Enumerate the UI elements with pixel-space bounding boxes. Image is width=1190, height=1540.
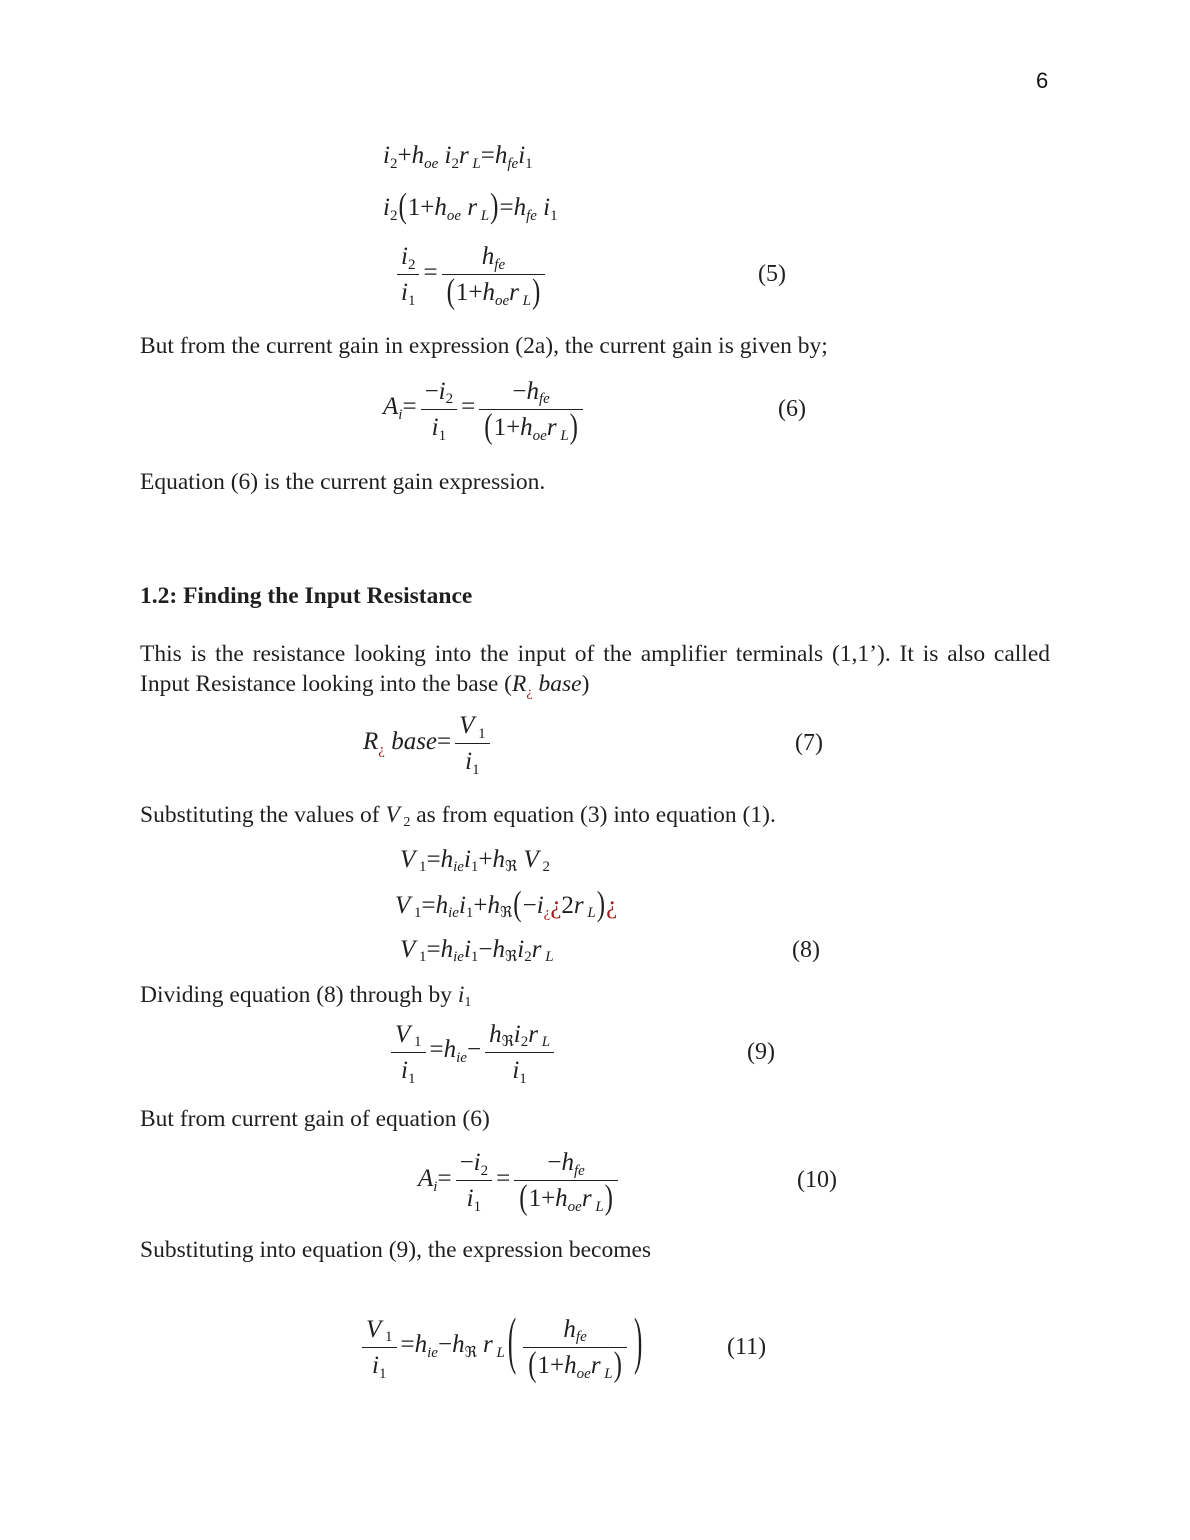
equation-5-line-2 (140, 187, 1050, 226)
equation-8-number: (8) (792, 936, 820, 963)
equation-5-number: (5) (758, 261, 786, 288)
equation-10-math: $A_i=$ $\frac{-i_2}{i_1}$ = $\frac{-h_{fe}}{(1+h_{oe}r _L)}$ (418, 1165, 622, 1192)
equation-11 (140, 1308, 1050, 1384)
equation-5-line-3 (140, 240, 1050, 309)
paragraph-input-resistance: This is the resistance looking into the input of the amplifier terminals (1,1’). It is also called Input Resistance looking into the base ($R_¿$ base) (140, 641, 1050, 700)
equation-8-line-1 (140, 842, 1050, 878)
equation-8-line-3 (140, 932, 1050, 968)
paragraph-substituting-v2: Substituting the values of V $_2$ as from equation (3) into equation (1). (140, 801, 776, 830)
equation-5-line-1-math: $i_2+h_{oe}$ $i_2r$ $_L=h_{fe}i_1$ (383, 142, 533, 172)
equation-11-number: (11) (727, 1333, 767, 1360)
paragraph-current-gain-intro: But from the current gain in expression (2a), the current gain is given by; (140, 332, 828, 359)
equation-6 (140, 375, 1050, 444)
equation-5-line-1 (140, 138, 1050, 174)
content-column (140, 0, 1050, 1384)
paragraph-dividing-eq8: Dividing equation (8) through by $i_1$ (140, 981, 472, 1010)
equation-11-math: $\frac{V _1}{i_1}$ $=h_{ie}-h_ℜ$ r $_L$ ( $\frac{h_{fe}}{(1+h_{oe}r _L)}$ ) (358, 1331, 645, 1358)
paragraph-substituting-eq9: Substituting into equation (9), the expression becomes (140, 1236, 652, 1263)
paragraph-eq6-note: Equation (6) is the current gain expression. (140, 469, 546, 495)
equation-8-line-2 (140, 885, 1050, 924)
equation-7 (140, 709, 1050, 778)
equation-6-math: $A_i=$ $\frac{-i_2}{i_1}$ = $\frac{-h_{fe}}{(1+h_{oe}r _L)}$ (383, 393, 587, 420)
equation-6-number: (6) (778, 395, 806, 422)
equation-9-math: $\frac{V _1}{i_1}$ $=h_{ie}-$ $\frac{h_ℜi_2r _L}{i_1}$ (387, 1036, 558, 1063)
equation-8-line-3-math: V $_1=h_{ie}i_1-h_ℜi_2r$ $_L$ (400, 935, 554, 966)
equation-9 (140, 1018, 1050, 1087)
equation-9-number: (9) (747, 1038, 775, 1065)
section-heading: 1.2: Finding the Input Resistance (140, 583, 473, 609)
equation-5-line-2-math: $i_2(1+h_{oe}$ r $_L)=h_{fe}$ $i_1$ (383, 187, 558, 226)
equation-7-number: (7) (795, 730, 823, 757)
equation-5-line-3-math: $\frac{i_2}{i_1}$ = $\frac{h_{fe}}{(1+h_{oe}r _L)}$ (393, 259, 549, 286)
equation-10-number: (10) (797, 1167, 837, 1194)
page-number: 6 (1036, 68, 1049, 93)
equation-8-line-2-math: V $_1=h_{ie}i_1+h_ℜ(-i_¿¿2r$ $_L$)¿ (395, 885, 618, 923)
paragraph-current-gain-eq6: But from current gain of equation (6) (140, 1106, 490, 1132)
equation-10 (140, 1146, 1050, 1215)
equation-8-line-1-math: V $_1=h_{ie}i_1+h_ℜ$ V $_2$ (400, 845, 551, 876)
equation-7-math: $R_¿$ base= $\frac{V _1}{i_1}$ (363, 728, 494, 755)
